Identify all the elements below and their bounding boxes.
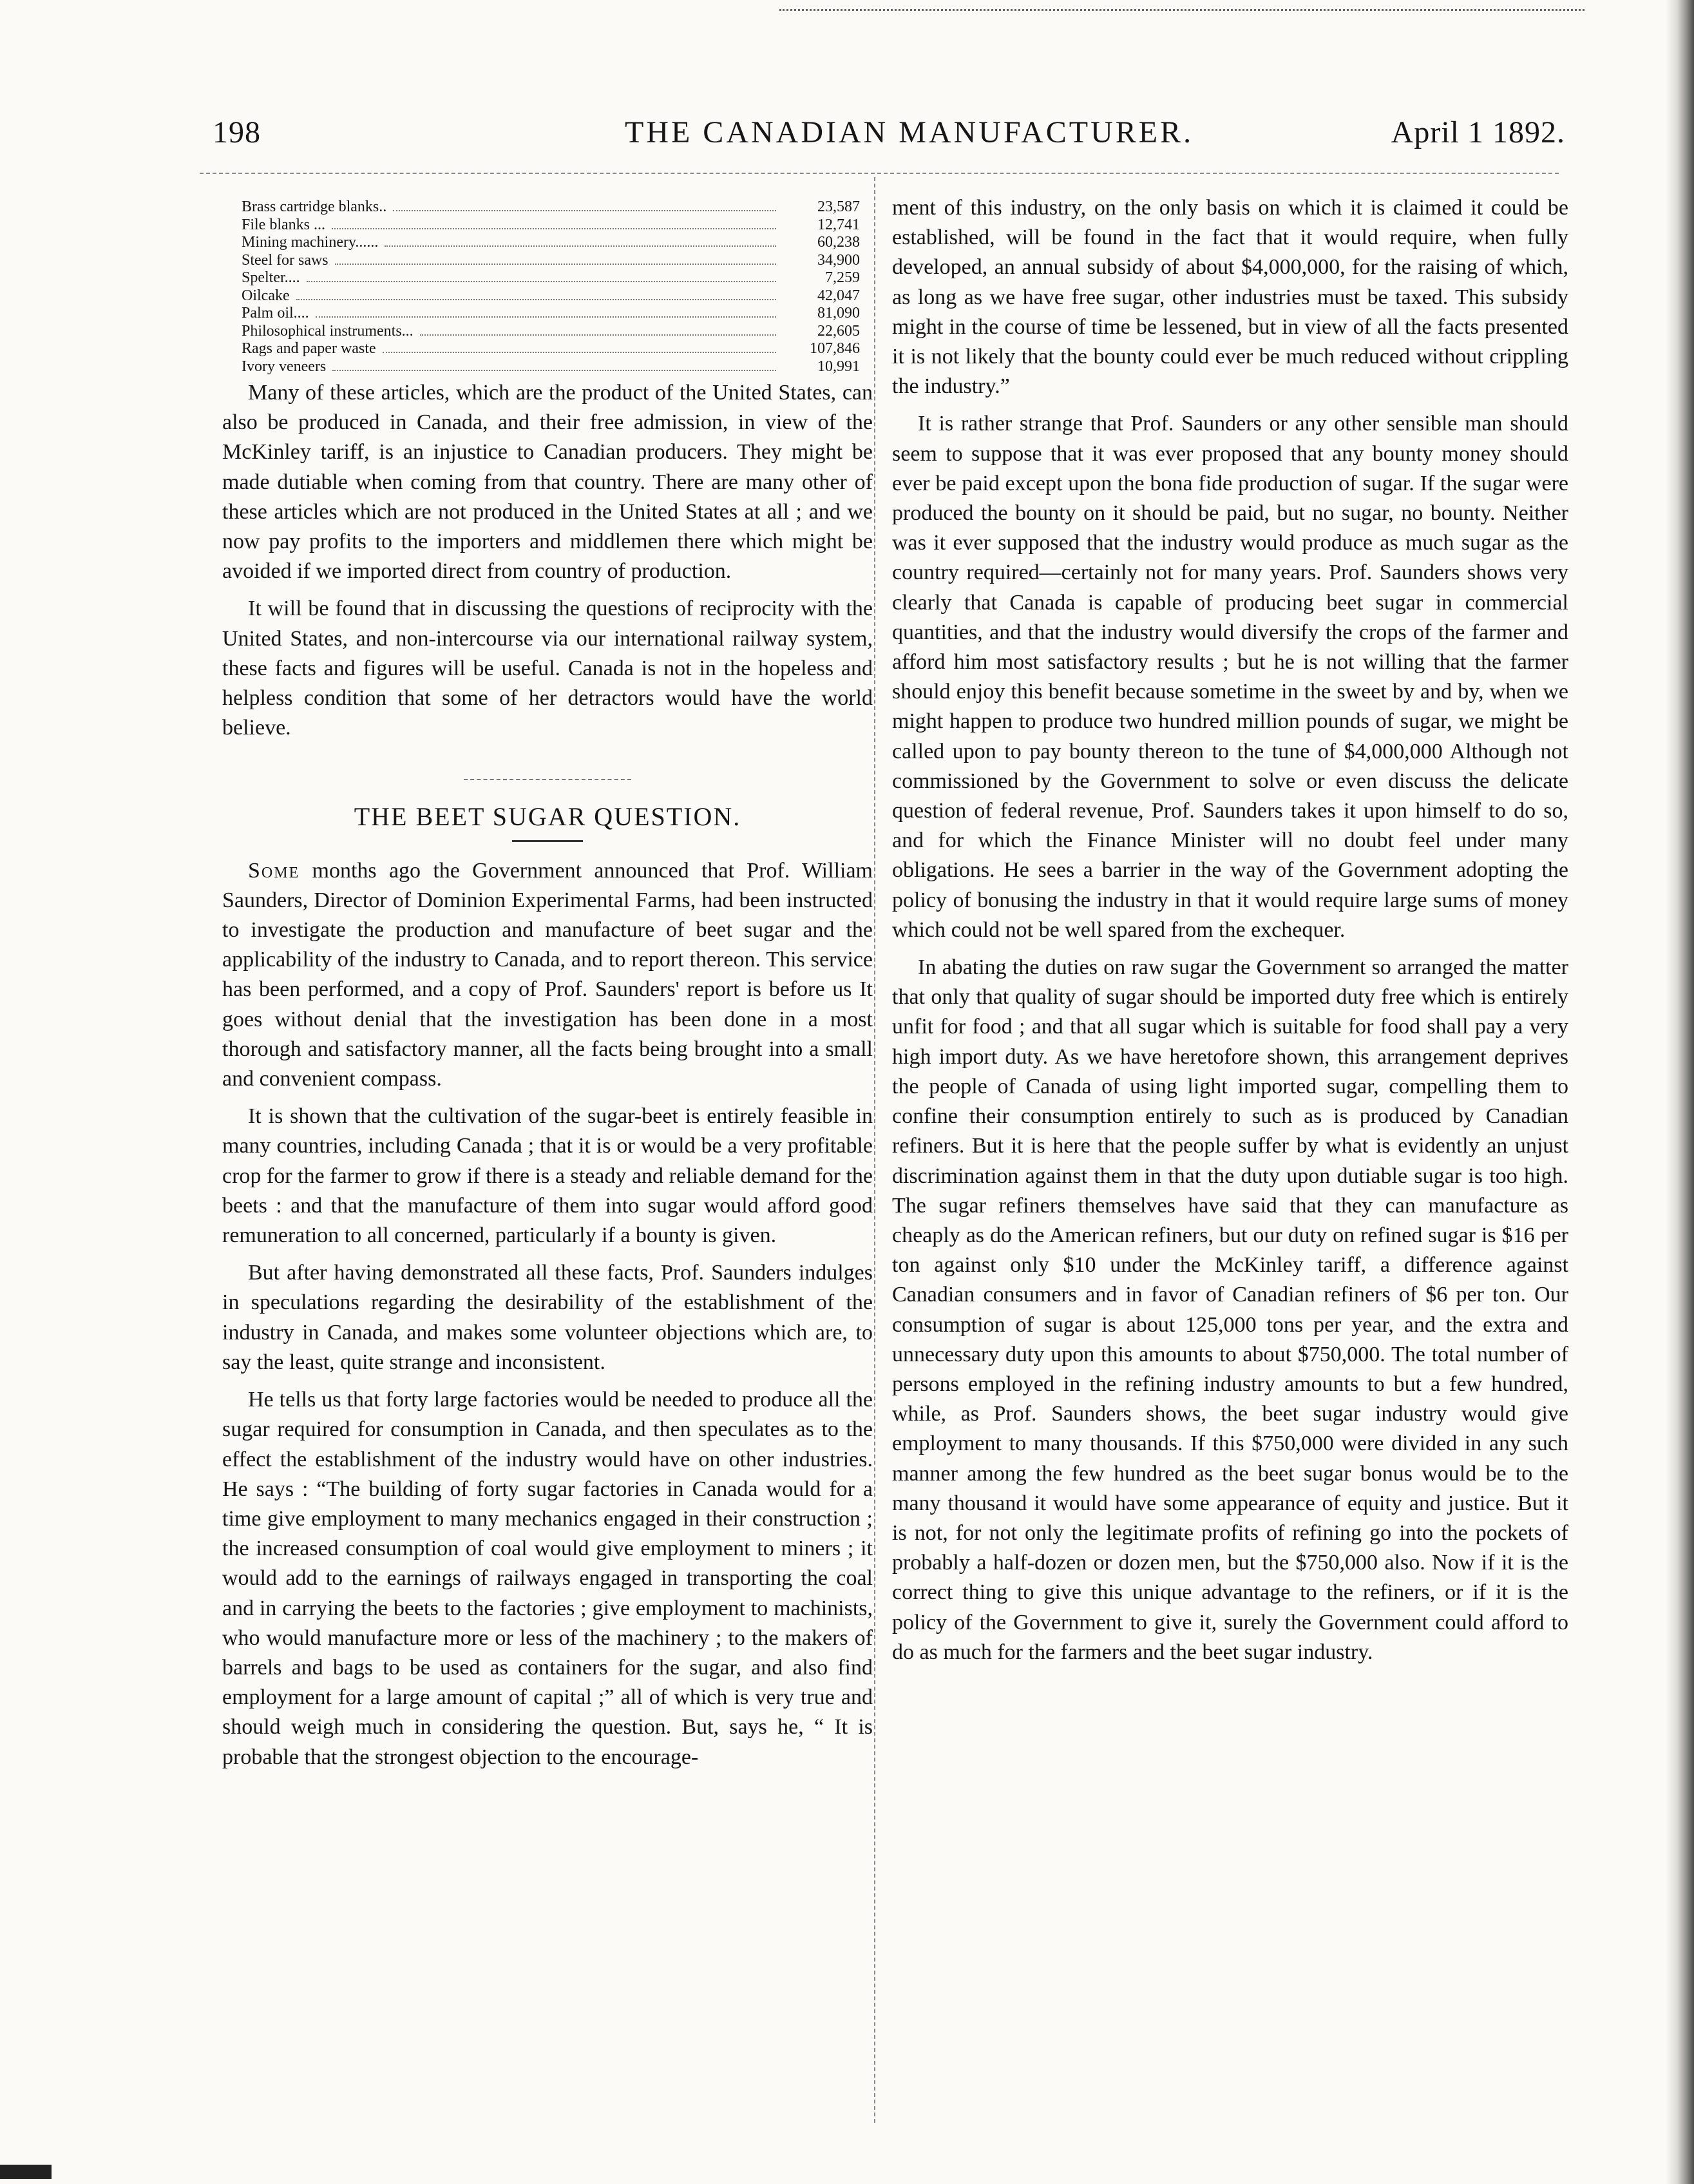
table-item: Steel for saws [242,251,328,269]
body-paragraph: It is shown that the cultivation of the sugar-beet is entirely feasible in many countries, including Canada ; that it is or would be a very profitable crop for the farmer to grow if there is a steady and reliable demand for the beets : and that the manufacture of them into sugar would afford good remuneration to all concerned, particularly if a bounty is given. [222,1104,873,1248]
body-paragraph: Many of these articles, which are the product of the United States, can also be produced in Canada, and their free admission, in view of the McKinley tariff, is an injustice to Canadian producers. They might be made dutiable when coming from that country. There are many other of these articles which are not produced in the United States at all ; and we now pay profits to the importers and middlemen there which might be avoided if we imported direct from country of production. [222,381,873,584]
leader-dots [307,281,776,282]
table-value: 23,587 [817,198,860,215]
body-paragraph: In abating the duties on raw sugar the Government so arranged the matter that only that quality of sugar should be imported duty free which is entirely unfit for food ; and that all sugar which is suitable for food shall pay a very high import duty. As we have heretofore shown, this arrangement deprives the people of Canada of using light imported sugar, compelling them to confine their consumption entirely to such as is produced by Canadian refiners. But it is here that the people suffer by what is evidently an unjust discrimination against them in that the duty upon dutiable sugar is too high. The sugar refiners themselves have said that they can manufacture as cheaply as do the American refiners, but our duty on refined sugar is $16 per ton against only $10 under the McKinley tariff, a difference against Canadian consumers and in favor of Canadian refiners of $6 per ton. Our consumption of sugar is about 125,000 tons per year, and the extra and unnecessary duty upon this amounts to about $750,000. The total number of persons employed in the refining industry amounts to but a few hundred, while, as Prof. Saunders shows, the beet sugar industry would give employment to many thousands. If this $750,000 were divided in any such manner among the few hundred as the beet sugar bonus would be to the many thousand it would have some appearance of equity and justice. But it is not, for not only the legitimate profits of refining go into the pockets of probably a half-dozen or dozen men, but the $750,000 also. Now if it is the correct thing to give this unique advantage to the refiners, or if it is the policy of the Government to give it, surely the Government could afford to do as much for the farmers and the beet sugar industry. [892,955,1568,1664]
body-paragraph: He tells us that forty large factories would be needed to produce all the sugar required for consumption in Canada, and then speculates as to the effect the establishment of the industry would have on other industries. He says : “The building of forty sugar factories in Canada would for a time give employment to many mechanics engaged in their construction ; the increased consumption of coal would give employment to miners ; it would add to the earnings of railways engaged in transporting the coal and in carrying the beets to the factories ; give employment to machinists, who would manufacture more or less of the machinery ; to the makers of barrels and bags to be used as containers for the sugar, and also find employment for a large amount of capital ;” all of which is very true and should weigh much in considering the question. But, says he, “ It is probable that the strongest objection to the encourage- [222,1388,873,1769]
table-row [242,358,860,376]
table-item: Brass cartridge blanks.. [242,198,387,215]
publication-title: THE CANADIAN MANUFACTURER. [625,115,1194,149]
table-item: Oilcake [242,287,290,304]
table-item: File blanks ... [242,216,325,233]
table-value: 107,846 [810,340,860,357]
section-heading: THE BEET SUGAR QUESTION. [354,802,741,832]
scan-edge-shadow [1666,0,1694,2184]
header-rule [200,173,1559,174]
leader-dots [393,210,776,211]
table-item: Spelter.... [242,269,300,286]
table-value: 81,090 [817,305,860,321]
table-item: Philosophical instruments... [242,322,414,340]
leader-dots [383,352,776,353]
table-row [242,323,860,341]
heading-rule [512,840,583,842]
table-row [242,287,860,305]
scan-corner-mark [0,2165,52,2179]
leader-dots [385,245,776,247]
table-value: 22,605 [817,322,860,340]
table-value: 60,238 [817,234,860,251]
body-paragraph: It will be found that in discussing the questions of reciprocity with the United States, and non-intercourse via our international railway system, these facts and figures will be useful. Canada is not in the hopeless and helpless condition that some of her detractors would have the world believe. [222,597,873,740]
lead-word: Some [248,858,300,883]
page-number: 198 [213,115,261,149]
table-value: 7,259 [825,269,860,286]
table-value: 12,741 [817,216,860,233]
table-item: Mining machinery...... [242,234,379,251]
table-item: Rags and paper waste [242,340,376,357]
body-paragraph: It is rather strange that Prof. Saunders or any other sensible man should seem to suppose that it was ever proposed that any bounty money should ever be paid except upon the bona fide production of sugar. If the sugar were produced the bounty on it should be paid, but no sugar, no bounty. Neither was it ever supposed that the industry would produce as much sugar as the country required—certainly not for many years. Prof. Saunders shows very clearly that Canada is capable of producing beet sugar in commercial quantities, and that the industry would diversify the crops of the farmer and afford him most satisfactory results ; but he is not willing that the farmer should enjoy this benefit because sometime in the sweet by and by, when we might happen to produce two hundred million pounds of sugar, we might be called upon to pay bounty thereon to the tune of $4,000,000 Although not commissioned by the Government to solve or even discuss the delicate question of federal revenue, Prof. Saunders takes it upon himself to do so, and for which the Finance Minister will no doubt feel under many obligations. He sees a barrier in the way of the Government adopting the policy of bonusing the industry in that it would require large sums of money which could not be well spared from the exchequer. [892,412,1568,942]
table-row [242,269,860,287]
leader-dots [332,370,776,371]
leader-dots [335,263,776,265]
top-dotted-rule [779,9,1585,11]
table-value: 34,900 [817,251,860,269]
paragraph-text: months ago the Government announced that Prof. William Saunders, Director of Dominion Experimental Farms, had been instructed to investigate the production and manufacture of beet sugar and the applicability of the industry to Canada, and to report thereon. This service has been performed, and a copy of Prof. Saunders' report is before us It goes without denial that the investigation has been done in a most thorough and satisfactory manner, all the facts being brought into a small and convenient compass. [222,858,873,1091]
table-item: Ivory veneers [242,358,327,375]
leader-dots [316,316,776,318]
leader-dots [296,299,776,300]
section-separator [464,779,631,780]
left-column [222,193,873,1780]
body-paragraph [222,856,873,1095]
imports-table [242,198,860,376]
table-row [242,252,860,270]
table-row [242,340,860,358]
table-value: 42,047 [817,287,860,304]
table-row [242,305,860,323]
column-divider [874,177,875,2123]
table-value: 10,991 [817,358,860,375]
body-paragraph: ment of this industry, on the only basis on which it is claimed it could be established, will be found in the fact that it would require, when fully developed, an annual subsidy of about $4,000,000, for the raising of which, as long as we have free sugar, other industries must be taxed. This subsidy might in the course of time be lessened, but in view of all the facts presented it is not likely that the bounty could ever be much reduced without crippling the industry.” [892,196,1568,399]
page-header [213,115,1565,160]
table-row [242,216,860,235]
leader-dots [332,228,776,229]
issue-date: April 1 1892. [1391,115,1565,149]
table-row [242,198,860,216]
table-item: Palm oil.... [242,305,309,321]
right-column [892,193,1568,1675]
table-row [242,234,860,252]
leader-dots [420,334,776,336]
body-paragraph: But after having demonstrated all these facts, Prof. Saunders indulges in speculations regarding the desirability of the establishment of the industry in Canada, and makes some volunteer objections which are, to say the least, quite strange and inconsistent. [222,1261,873,1374]
